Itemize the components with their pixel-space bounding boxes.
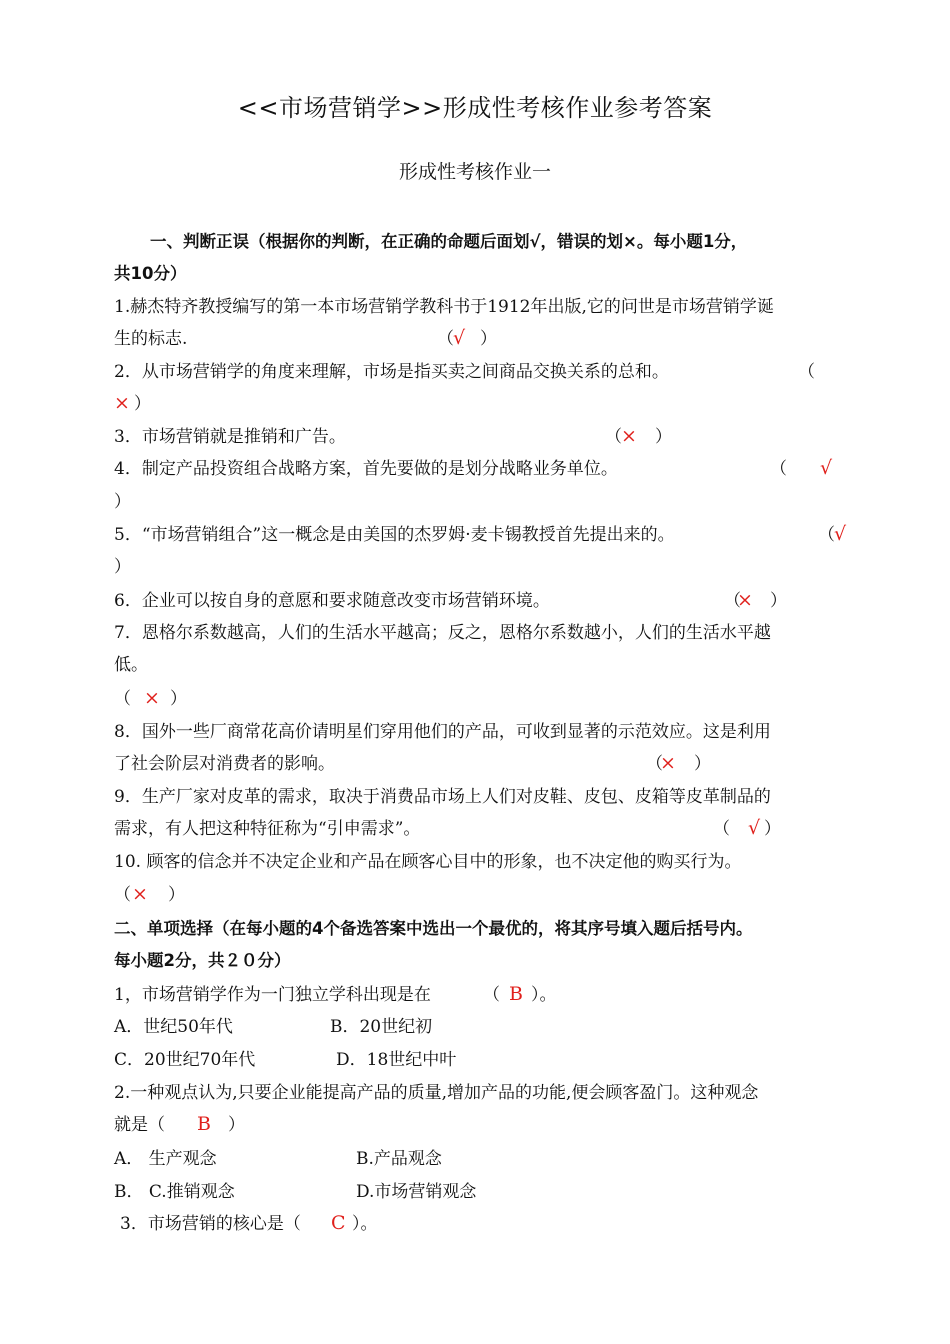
section2-heading-cont: 每小题2分，共２０分） xyxy=(114,951,291,970)
answer-close-paren: ） xyxy=(655,427,672,447)
answer-open-paren: （ xyxy=(437,329,454,349)
answer-open-paren: （ xyxy=(724,591,741,611)
tf-question-10: 10. 顾客的信念并不决定企业和产品在顾客心目中的形象，也不决定他的购买行为。 xyxy=(114,852,742,872)
answer-mark-7: × xyxy=(144,687,160,709)
option-c: B． C.推销观念 xyxy=(114,1182,235,1202)
option-d: D.市场营销观念 xyxy=(356,1182,477,1202)
tf-question-8: 8．国外一些厂商常花高价请明星们穿用他们的产品，可收到显著的示范效应。这是利用 xyxy=(114,722,771,742)
answer-mark-3: × xyxy=(621,425,637,447)
tf-question-9-cont: 需求，有人把这种特征称为“引申需求”。 xyxy=(114,819,421,839)
document-subtitle: 形成性考核作业一 xyxy=(398,161,551,183)
tf-question-1-cont: 生的标志. xyxy=(114,329,188,349)
mc-answer-1: B xyxy=(509,983,523,1005)
answer-close-paren: ） xyxy=(694,754,711,774)
mc-question-1: 1，市场营销学作为一门独立学科出现是在 xyxy=(114,985,431,1005)
answer-close-paren: ） xyxy=(228,1115,245,1135)
tf-question-1: 1.赫杰特齐教授编写的第一本市场营销学教科书于1912年出版,它的问世是市场营销学诞 xyxy=(114,297,774,317)
answer-open-paren: （ xyxy=(713,819,730,839)
document-title: <<市场营销学>>形成性考核作业参考答案 xyxy=(237,94,713,122)
section2-heading: 二、单项选择（在每小题的4个备选答案中选出一个最优的，将其序号填入题后括号内。 xyxy=(114,919,753,938)
option-c: C．20世纪70年代 xyxy=(114,1050,256,1070)
tf-question-2: 2．从市场营销学的角度来理解，市场是指买卖之间商品交换关系的总和。 xyxy=(114,362,669,382)
answer-mark-8: × xyxy=(660,752,676,774)
answer-close-paren: ）。 xyxy=(531,985,557,1005)
answer-mark-10: × xyxy=(132,883,148,905)
answer-mark-9: √ xyxy=(748,817,761,839)
answer-close-paren: ） xyxy=(480,329,497,349)
answer-open-paren: （ xyxy=(646,754,663,774)
section1-heading-cont: 共10分） xyxy=(114,264,187,283)
answer-close-paren: ） xyxy=(170,689,187,709)
answer-open-paren: （ xyxy=(798,362,815,382)
answer-close-paren: ） xyxy=(168,885,185,905)
tf-question-8-cont: 了社会阶层对消费者的影响。 xyxy=(114,754,335,774)
mc-answer-3: C xyxy=(331,1212,346,1234)
answer-close-paren: ） xyxy=(114,557,131,577)
tf-question-3: 3．市场营销就是推销和广告。 xyxy=(114,427,346,447)
answer-close-paren: ） xyxy=(764,819,781,839)
answer-open-paren: （ xyxy=(114,885,131,905)
section1-heading: 一、判断正误（根据你的判断，在正确的命题后面划√，错误的划×。每小题1分， xyxy=(150,232,748,251)
option-b: B.产品观念 xyxy=(356,1149,442,1169)
mc-question-3: 3．市场营销的核心是（ xyxy=(120,1214,301,1234)
answer-mark-2: × xyxy=(114,392,130,414)
answer-mark-6: × xyxy=(737,589,753,611)
tf-question-7: 7．恩格尔系数越高，人们的生活水平越高；反之，恩格尔系数越小，人们的生活水平越 xyxy=(114,623,771,643)
answer-mark-1: √ xyxy=(453,327,466,349)
mc-question-2-cont: 就是（ xyxy=(114,1115,165,1135)
answer-mark-5: √ xyxy=(834,523,847,545)
tf-question-5: 5．“市场营销组合”这一概念是由美国的杰罗姆·麦卡锡教授首先提出来的。 xyxy=(114,525,675,545)
option-a: A．世纪50年代 xyxy=(114,1017,233,1037)
answer-close-paren: ） xyxy=(114,492,131,512)
answer-mark-4: √ xyxy=(820,457,833,479)
tf-question-6: 6．企业可以按自身的意愿和要求随意改变市场营销环境。 xyxy=(114,591,550,611)
option-b: B．20世纪初 xyxy=(330,1017,433,1037)
tf-question-9: 9．生产厂家对皮革的需求，取决于消费品市场上人们对皮鞋、皮包、皮箱等皮革制品的 xyxy=(114,787,771,807)
option-a: A． 生产观念 xyxy=(114,1149,217,1169)
answer-open-paren: （ xyxy=(483,985,500,1005)
answer-close-paren: ） xyxy=(134,394,151,414)
mc-answer-2: B xyxy=(197,1113,211,1135)
answer-open-paren: （ xyxy=(114,689,131,709)
answer-open-paren: （ xyxy=(818,525,835,545)
answer-close-paren: ） xyxy=(770,591,787,611)
tf-question-7-cont: 低。 xyxy=(114,655,148,675)
mc-question-2: 2.一种观点认为,只要企业能提高产品的质量,增加产品的功能,便会顾客盈门。这种观念 xyxy=(114,1083,759,1103)
answer-open-paren: （ xyxy=(770,459,787,479)
option-d: D．18世纪中叶 xyxy=(336,1050,457,1070)
answer-close-paren: ）。 xyxy=(352,1214,378,1234)
tf-question-4: 4．制定产品投资组合战略方案，首先要做的是划分战略业务单位。 xyxy=(114,459,618,479)
answer-open-paren: （ xyxy=(605,427,622,447)
